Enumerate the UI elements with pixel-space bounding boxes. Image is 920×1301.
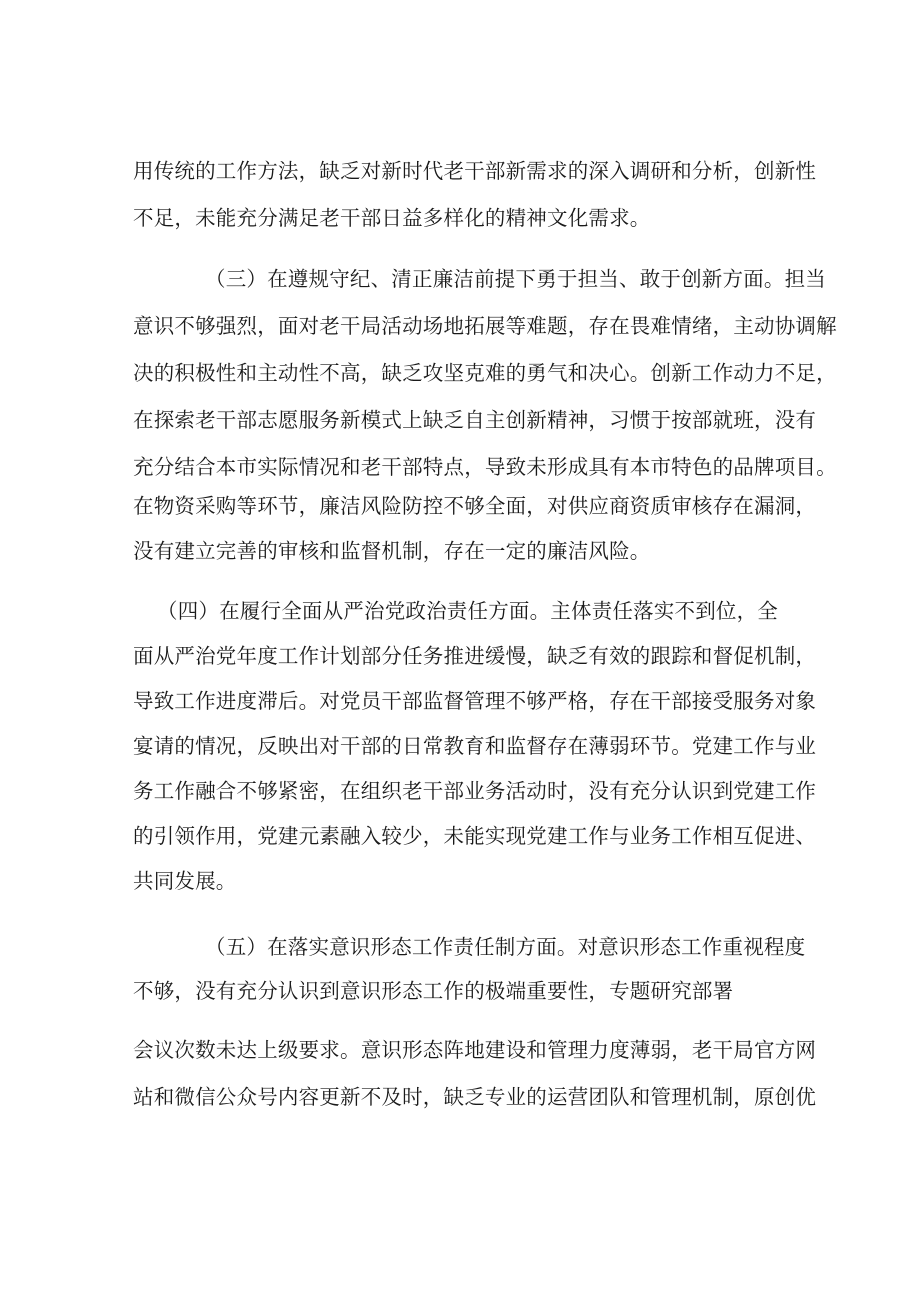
text-line: 会议次数未达上级要求。意识形态阵地建设和管理力度薄弱，老干局官方网 [133,1038,817,1062]
text-line: 共同发展。 [133,869,237,893]
paragraph-heading-four: （四）在履行全面从严治党政治责任方面。主体责任落实不到位，全 [157,599,778,623]
text-line: 站和微信公众号内容更新不及时，缺乏专业的运营团队和管理机制，原创优 [133,1085,817,1109]
text-line: 充分结合本市实际情况和老干部特点，导致未形成具有本市特色的品牌项目。 [133,455,837,479]
text-line: 不足，未能充分满足老干部日益多样化的精神文化需求。 [133,206,651,230]
text-line: 导致工作进度滞后。对党员干部监督管理不够严格，存在干部接受服务对象 [133,689,817,713]
text-line: 在探索老干部志愿服务新模式上缺乏自主创新精神，习惯于按部就班，没有 [133,408,817,432]
text-line: 在物资采购等环节，廉洁风险防控不够全面，对供应商资质审核存在漏洞， [133,494,817,518]
text-line: 意识不够强烈，面对老干局活动场地拓展等难题，存在畏难情绪，主动协调解 [133,314,837,338]
text-line: 宴请的情况，反映出对干部的日常教育和监督存在薄弱环节。党建工作与业 [133,734,817,758]
text-line: 面从严治党年度工作计划部分任务推进缓慢，缺乏有效的跟踪和督促机制， [133,644,817,668]
paragraph-heading-five: （五）在落实意识形态工作责任制方面。对意识形态工作重视程度 [205,935,806,959]
text-line: 不够，没有充分认识到意识形态工作的极端重要性，专题研究部署 [133,979,734,1003]
text-line: 的引领作用，党建元素融入较少，未能实现党建工作与业务工作相互促进、 [133,824,817,848]
text-line: 务工作融合不够紧密，在组织老干部业务活动时，没有充分认识到党建工作 [133,779,817,803]
paragraph-heading-three: （三）在遵规守纪、清正廉洁前提下勇于担当、敢于创新方面。担当 [205,267,826,291]
text-line: 用传统的工作方法，缺乏对新时代老干部新需求的深入调研和分析，创新性 [133,159,817,183]
text-line: 决的积极性和主动性不高，缺乏攻坚克难的勇气和决心。创新工作动力不足， [133,361,837,385]
text-line: 没有建立完善的审核和监督机制，存在一定的廉洁风险。 [133,539,651,563]
